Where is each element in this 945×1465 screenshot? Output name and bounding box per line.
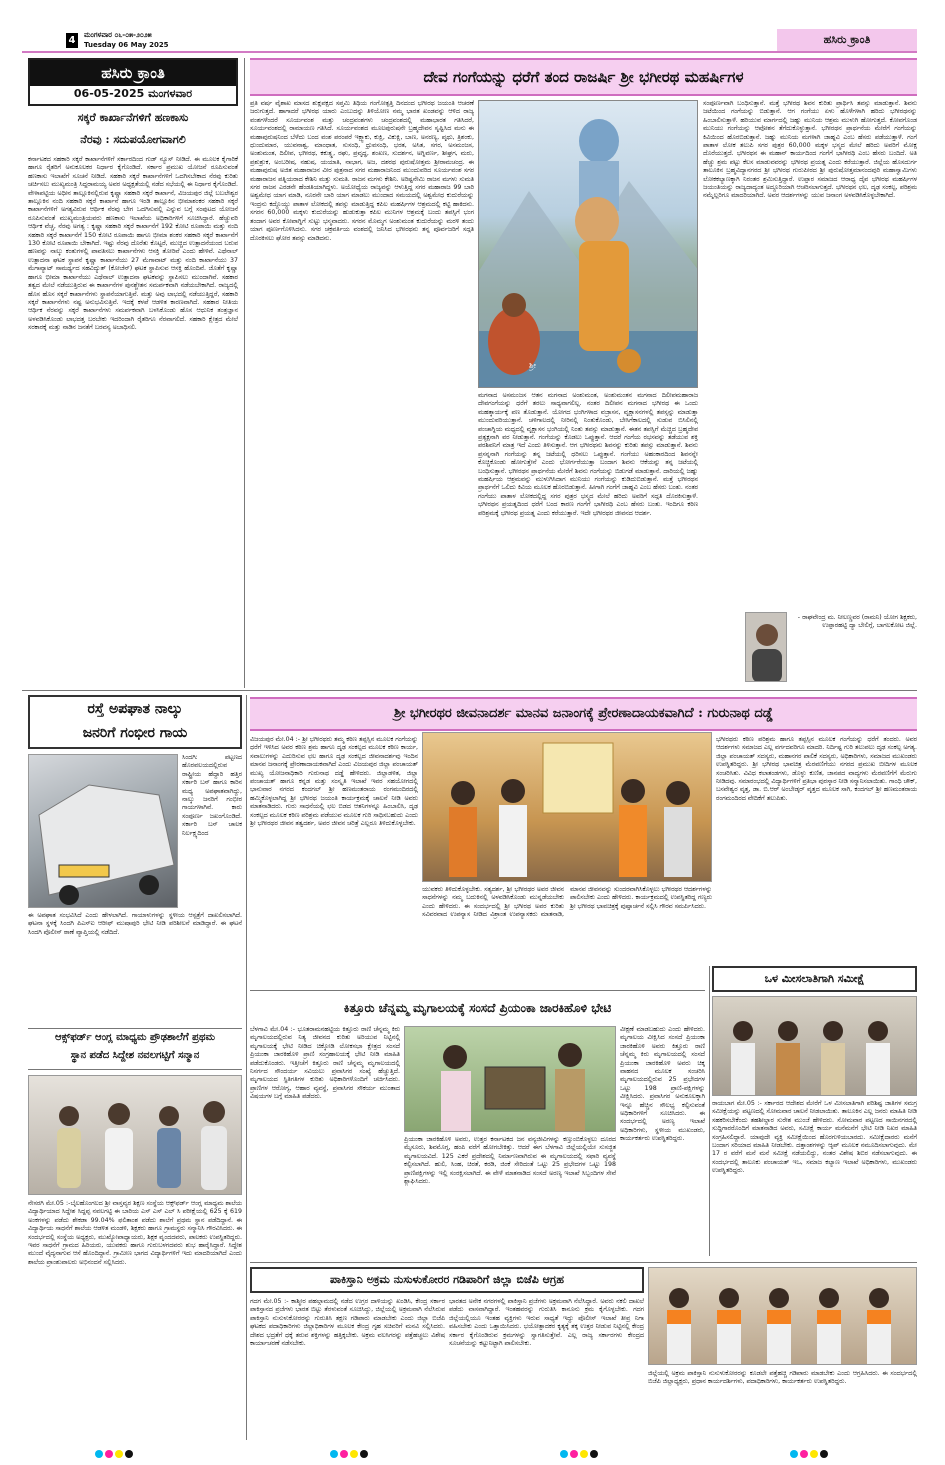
sugar-body: ಕರ್ನಾಟಕದ ಸಹಕಾರಿ ಸಕ್ಕರೆ ಕಾರ್ಖಾನೆಗಳಿಗೆ ಸರ್ಕಾರದಿಂದ ಗುಡ್ ನ್ಯೂಸ್ ನೀಡಿದೆ. ಈ ಮೂಲಕ ಕೈಗಾರಿಕೆ ಹಾಗೂ ರೈತರಿಗೆ ಅನುಕೂಲಕರ ನಿರ್ಧಾರ ಕೈಗೊಂಡಿದೆ. ಸರ್ಕಾರ ಪ್ರಮುಖ ಯೋಜನೆ ರೂಪಿಸುವಂತೆ ಹಣಕಾಸು ಇಲಾಖೆಗೆ ಸೂಚನೆ ನೀಡಿದೆ. ಸಹಕಾರಿ ಸಕ್ಕರೆ ಕಾರ್ಖಾನೆಗಳಿಗೆ ಒದಗಿಸಬೇಕಾದ ನೆರವು ಕುರಿತು ಚರ್ಚಿಸಲು ಮುಖ್ಯಮಂತ್ರಿ ಸಿದ್ದರಾಮಯ್ಯ ಅವರ ಅಧ್ಯಕ್ಷತೆಯಲ್ಲಿ ನಡೆದ ಸಭೆಯಲ್ಲಿ ಈ ನಿರ್ಧಾರ ಕೈಗೊಂಡಿದೆ. ವೇಳಾಪಟ್ಟಿಯ ಅಧೀನ ತಾಲ್ಲೂಕಿನಲ್ಲಿರುವ ಕೃಷ್ಣಾ ಸಹಕಾರಿ ಸಕ್ಕರೆ ಕಾರ್ಖಾನೆ, ವಿಜಯಪುರ ಜಿಲ್ಲೆ ಬಬಲೇಶ್ವರ ತಾಲ್ಲೂಕಿನ ನಂದಿ ಸಹಕಾರಿ ಸಕ್ಕರೆ ಕಾರ್ಖಾನೆ ಹಾಗೂ ಇಂಡಿ ತಾಲ್ಲೂಕಿನ ಭೀಮಾಶಂಕರ ಸಹಕಾರಿ ಸಕ್ಕರೆ ಕಾರ್ಖಾನೆಗಳಿಗೆ ಅಗತ್ಯವಿರುವ ಆರ್ಥಿಕ ನೆರವು ಬೇಗ ಒದಗಿಸುವಲ್ಲಿ ಎನ್ನುವ ಬಗ್ಗೆ ಸಂಪುಟದ ಯೋಜನೆ ರೂಪಿಸುವಂತೆ ಮುಖ್ಯಮಂತ್ರಿಯವರು ಹಣಕಾಸು ಇಲಾಖೆಯ ಅಧಿಕಾರಿಗಳಿಗೆ ಸೂಚಿಸಿದ್ದಾರೆ. ಹೆಚ್ಚುವರಿ ಆರ್ಥಿಕ ವೆಚ್ಚ, ನೆರವು ಅಗತ್ಯ : ಕೃಷ್ಣಾ ಸಹಕಾರಿ ಸಕ್ಕರೆ ಕಾರ್ಖಾನೆಗೆ 192 ಕೋಟಿ ರೂಪಾಯಿ ಮತ್ತು ನಂದಿ ಸಹಕಾರಿ ಸಕ್ಕರೆ ಕಾರ್ಖಾನೆಗೆ 150 ಕೋಟಿ ರೂಪಾಯಿ ಹಾಗೂ ಭೀಮಾ ಶಂಕರ ಸಹಕಾರಿ ಸಕ್ಕರೆ ಕಾರ್ಖಾನೆಗೆ 130 ಕೋಟಿ ರೂಪಾಯಿ ಬೇಕಾಗಿದೆ. ಇಷ್ಟು ನೆರವು ದೊರೆತು ಕೊಟ್ಟರೆ, ಮುಚ್ಚಿದ ಉತ್ಪಾದನೆಯಂದ ಬರುವ ಹಣವನ್ನು ನಾಲ್ಕು ಕಂತುಗಳಲ್ಲಿ ಪಾವತಿಸಲು ಕಾರ್ಖಾನೆಗಳು ಆಸಕ್ತಿ ತೋರಿವೆ ಎಂದು ಹೇಳಿವೆ. ಎಥೆನಾಲ್ ಉತ್ಪಾದನಾ ಘಟಕ ಸ್ಥಾಪನೆ ಕೃಷ್ಣಾ ಕಾರ್ಖಾನೆಯು 27 ಮೆಗಾವಾಟ್ ಮತ್ತು ನಂದಿ ಕಾರ್ಖಾನೆಯು 37 ಮೆಗಾವ್ಯಾಟ್ ಸಾಮರ್ಥ್ಯದ ಸಹವಿದ್ಯುತ್ (ಕೋಜೆನ್) ಘಟಕ ಸ್ಥಾಪಿಸುವ ಆಸಕ್ತಿ ಹೊಂದಿವೆ. ಜೊತೆಗೆ ಕೃಷ್ಣಾ ಹಾಗೂ ಭೀಮಾ ಕಾರ್ಖಾನೆಯು ಎಥೆನಾಲ್ ಉತ್ಪಾದನಾ ಘಟಕವನ್ನು ಸ್ಥಾಪಿಸಲು ಮುಂದಾಗಿವೆ. ಸಹಕಾರ ತತ್ವದ ಮೇಲೆ ನಡೆಯುತ್ತಿರುವ ಈ ಕಾರ್ಖಾನೆಗಳ ಪುನಶ್ಚೇತನ ಸಮರ್ಪಕವಾಗಿ ನಡೆಯಬೇಕಾಗಿದೆ. ರಾಜ್ಯದಲ್ಲಿ ಹೊಸ ಹೊಸ ಸಕ್ಕರೆ ಕಾರ್ಖಾನೆಗಳು ಸ್ಥಾಪನೆಯಾಗುತ್ತಿವೆ. ಮತ್ತು ಅವು ಲಾಭದಲ್ಲಿ ನಡೆಯುತ್ತಿದ್ದರೆ, ಸಹಕಾರಿ ಸಕ್ಕರೆ ಕಾರ್ಖಾನೆಗಳು ನಷ್ಟ ಅನುಭವಿಸುತ್ತಿವೆ. ಇದಕ್ಕೆ ಕಳಪೆ ಆಡಳಿತ ಕಾರಣವಾಗಿದೆ. ಸಹಕಾರ ನೀತಿಯ ಆರ್ಥಿಕ ನೆರವನ್ನು ಸಕ್ಕರೆ ಕಾರ್ಖಾನೆಗಳು ಸಮರ್ಪಕವಾಗಿ ಬಳಸಿಕೊಂಡು ಹೊಸ ಆಧುನಿಕ ತಂತ್ರಜ್ಞಾನ ಅಳವಡಿಸಿಕೊಂಡು ಲಾಭದತ್ತ ಬರಬೇಕು ಇದರಿಂದಾಗಿ ರೈತರಿಗೂ ನೆರವಾಗಲಿದೆ. ಸಹಕಾರಿ ಕ್ಷೇತ್ರದ ಮೇಲೆ ಸರಕಾರಕ್ಕೆ ಮತ್ತು ನಾಡಿನ ಜನತೆಗೆ ಬರವಸ್ಯ ಅಬಾಧಿಸಲಿ. xyxy=(28,156,238,332)
color-registration-marks xyxy=(790,1443,830,1453)
pakistan-photo xyxy=(648,1267,917,1365)
bhagiratha-author: - ರಾಘವೇಂದ್ರ ಮ. ನೀಲಣ್ಣವರ (ರಾಮನಿ) ಯೋಗ ಶಿಕ್ಷಕರು, ಉಪ್ಪಾರಹಟ್ಟಿ ದ್ಯಾ ಬೇಲಿಗ್ಗೆ, ಬಾಗಲಕೋಟ ಜಿಲ್ಲೆ. xyxy=(797,614,917,630)
bhagiratha-image-caption: ಶ್ರೀ xyxy=(529,361,537,370)
author-photo xyxy=(745,612,787,682)
ceremony-group-icon xyxy=(423,733,712,882)
ola-body: ರಾಯಬಾಗ ಮೇ.05 :- ಸರ್ಕಾರದ ಆದೇಶದ ಮೇರೆಗೆ ಒಳ ಮೀಸಲಾತಿಗಾಗಿ ಪರಿಶಿಷ್ಟ ಜಾತಿಗಳ ಸಮಗ್ರ ಸಮೀಕ್ಷೆಯನ್ನು ಪಟ್ಟಣದಲ್ಲಿ ಸೋಮವಾರ ಚಾಲನೆ ನೀಡಲಾಯಿತು. ತಾಲೂಕಿನ ಎಲ್ಲ ಜನರು ಮಾಹಿತಿ ನೀಡಿ ಸಹಕರಿಸಬೇಕೆಂದು ತಹಶೀಲ್ದಾರ ಸುರೇಶ ಮುಂಜೆ ಹೇಳಿದರು. ಸೋಮವಾರ ಪಟ್ಟಣದ ಸಾಯಿನಗರದಲ್ಲಿ ಸುದ್ದಿಗಾರರೊಂದಿಗೆ ಮಾತನಾಡಿದ ಅವರು, ಸಮೀಕ್ಷೆ ಕಾರ್ಯ ಮನೆಮನೆಗೆ ಭೇಟಿ ನೀಡಿ ನಿಖರ ಮಾಹಿತಿ ಸಂಗ್ರಹಿಸಲಿದ್ದಾರೆ. ಯಾವುದೇ ವ್ಯಕ್ತಿ ಸಮೀಕ್ಷೆಯಿಂದ ಹೊರಗುಳಿಯಬಾರದು. ಸಮೀಕ್ಷೆದಾರರು ಮನೆಗೆ ಬಂದಾಗ ಸರಿಯಾದ ಮಾಹಿತಿ ನೀಡಬೇಕು. ದತ್ತಾಂಶಗಳನ್ನು ಆ್ಯಪ್ ಮೂಲಕ ನಮೂದಿಸಲಾಗುವುದು. ಮೇ 17 ರ ವರೆಗೆ ಮನೆ ಮನೆ ಸಮೀಕ್ಷೆ ನಡೆಯಲಿದ್ದು, ನಂತರ ವಿಶೇಷ ಶಿಬಿರ ನಡೆಸಲಾಗುವುದು. ಈ ಸಂದರ್ಭದಲ್ಲಿ ತಾಲೂಕು ಪಂಚಾಯತ್ ಇಒ, ಸಮಾಜ ಕಲ್ಯಾಣ ಇಲಾಖೆ ಅಧಿಕಾರಿಗಳು, ಮುಖಂಡರು ಉಪಸ್ಥಿತರಿದ್ದರು. xyxy=(712,1100,917,1175)
masthead-date: 06-05-2025 ಮಂಗಳವಾರ xyxy=(73,87,193,100)
kittur-col1: ಬೆಳಗಾವಿ ಮೇ.04 :- ಭೂತರಾಮನಹಟ್ಟಿಯ ಕಿತ್ತೂರು ರಾಣಿ ಚೆನ್ನಮ್ಮ ಕಿರು ಮೃಗಾಲಯದಲ್ಲಿರುವ ನಿತ್ಯ ಜೀವನದ ಕುರಿತು ಅರಿಯುವ ನಿಟ್ಟಿನಲ್ಲಿ ಮೃಗಾಲಯಕ್ಕೆ ಭೇಟಿ ನೀಡಿದ ಚಿಕ್ಕೋಡಿ ಲೋಕಸಭಾ ಕ್ಷೇತ್ರದ ಸಂಸದೆ ಪ್ರಿಯಂಕಾ ಜಾರಕಿಹೊಳಿ ಪ್ರಾಣಿ ಸಂಗ್ರಹಾಲಯಕ್ಕೆ ಭೇಟಿ ನೀಡಿ ಮಾಹಿತಿ ಪಡೆದುಕೊಂಡರು. ಇತ್ತೀಚೆಗೆ ಕಿತ್ತೂರು ರಾಣಿ ಚೆನ್ನಮ್ಮ ಮೃಗಾಲಯದಲ್ಲಿ ನಿಸರ್ಗದ ಸೌಂದರ್ಯ ಸವಿಯಲು ಪ್ರವಾಸಿಗರ ಸಂಖ್ಯೆ ಹೆಚ್ಚುತ್ತಿದೆ. ಮೃಗಾಲಯದ ಸ್ಥಿತಿಗತಿಗಳ ಕುರಿತು ಅಧಿಕಾರಿಗಳೊಂದಿಗೆ ಚರ್ಚಿಸಿದರು. ಪ್ರಾಣಿಗಳ ಆರೋಗ್ಯ, ಆಹಾರ ವ್ಯವಸ್ಥೆ, ಪ್ರವಾಸಿಗರ ಸೌಕರ್ಯ ಮುಂತಾದ ವಿಷಯಗಳ ಬಗ್ಗೆ ಮಾಹಿತಿ ಪಡೆದರು. xyxy=(250,1026,400,1101)
accident-side-text: ಸಿಂದಗಿ: ಪಟ್ಟಣದ ಹೊರವಲಯದಲ್ಲಿರುವ ರಾಷ್ಟ್ರೀಯ ಹೆದ್ದಾರಿ ಹತ್ತಿರ ಸರ್ಕಾರಿ ಬಸ್ ಹಾಗೂ ಕಾರಿನ ಮಧ್ಯ ಅಪಘಾತವಾಗಿದ್ದು, ನಾಲ್ಕು ಜನರಿಗೆ ಗಂಭೀರ ಗಾಯಗಳಾಗಿವೆ. ಕಾರು ಸಂಪೂರ್ಣ ಜಖಂಗೊಂಡಿದೆ. ಸರ್ಕಾರಿ ಬಸ್ ಚಾಲಕ ನಿರ್ಲಕ್ಷ್ಯದಿಂದ xyxy=(182,754,242,837)
pakistan-col2: ಭಾರತದ ಅನೇಕ ನಗರಗಳಲ್ಲಿ ಪಾಕಿಸ್ತಾನಿ ಪ್ರಜೆಗಳು ಅಕ್ರಮವಾಗಿ ನೆಲೆಸಿದ್ದಾರೆ. ಅವರು ನಕಲಿ ದಾಖಲೆ ಪಡೆದು ವಾಸವಾಗಿದ್ದಾರೆ. ಇಂತಹವರನ್ನು ಗುರುತಿಸಿ ಕಾನೂನು ಕ್ರಮ ಕೈಗೊಳ್ಳಬೇಕು. ಗದಗ ಜಿಲ್ಲೆಯಲ್ಲಿಯೂ ಇಂತಹ ವ್ಯಕ್ತಿಗಳು ಇರುವ ಸಾಧ್ಯತೆ ಇದ್ದು ಪೊಲೀಸ್ ಇಲಾಖೆ ತೀವ್ರ ನಿಗಾ ವಹಿಸಬೇಕು ಎಂದು ಒತ್ತಾಯಿಸಿದರು. ಭಯೋತ್ಪಾದಕರ ಕೃತ್ಯಕ್ಕೆ ತಕ್ಕ ಉತ್ತರ ನೀಡುವ ನಿಟ್ಟಿನಲ್ಲಿ ಕೇಂದ್ರ ಸರ್ಕಾರ ಕೈಗೊಂಡಿರುವ ಕ್ರಮಗಳನ್ನು ಸ್ವಾಗತಿಸುತ್ತೇವೆ. ಎಲ್ಲ ರಾಜ್ಯ ಸರ್ಕಾರಗಳು ಕೇಂದ್ರದ ಸೂಚನೆಯನ್ನು ಕಟ್ಟುನಿಟ್ಟಾಗಿ ಪಾಲಿಸಬೇಕು. xyxy=(449,1298,644,1348)
gurunath-photo xyxy=(422,732,712,882)
sugar-headline-2: ನೆರವು : ಸದುಪಯೋಗವಾಗಲಿ xyxy=(80,133,186,146)
felicitation-group-icon xyxy=(29,1076,242,1195)
gurunath-col3: ಭಗೀರಥರು ಕಠಿಣ ಪರಿಶ್ರಮ ಹಾಗೂ ತಪ್ಪಸ್ಸಿನ ಮೂಲಕ ಗಂಗೆಯನ್ನು ಧರೆಗೆ ತಂದರು. ಅವರ ಆದರ್ಶಗಳು ಸಮಾಜದ ಎಲ್ಲ ವರ್ಗದವರಿಗೂ ಮಾದರಿ. ನಿರ್ದಿಷ್ಟ ಗುರಿ ತಲುಪಲು ದೃಢ ಸಂಕಲ್ಪ ಅಗತ್ಯ. ಜಿಲ್ಲಾ ಪಂಚಾಯತ್ ಸದಸ್ಯರು, ಮಹಾನಗರ ಪಾಲಿಕೆ ಸದಸ್ಯರು, ಅಧಿಕಾರಿಗಳು, ಸಮಾಜದ ಮುಖಂಡರು ಉಪಸ್ಥಿತರಿದ್ದರು. ಶ್ರೀ ಭಗೀರಥ ಭಾವಚಿತ್ರ ಮೆರವಣಿಗೆಯು ನಗರದ ಪ್ರಮುಖ ಬೀದಿಗಳ ಮೂಲಕ ಸಂಚರಿಸಿತು. ವಿವಿಧ ಕಲಾತಂಡಗಳು, ಡೊಳ್ಳು ಕುಣಿತ, ಜಾನಪದ ವಾದ್ಯಗಳು ಮೆರವಣಿಗೆಗೆ ಮೆರುಗು ನೀಡಿದವು. ಸಮಾರಂಭದಲ್ಲಿ ವಿದ್ಯಾರ್ಥಿಗಳಿಗೆ ಪ್ರತಿಭಾ ಪುರಸ್ಕಾರ ನೀಡಿ ಸನ್ಮಾನಿಸಲಾಯಿತು. ಗಾಂಧಿ ಚೌಕ್, ಬಸವೇಶ್ವರ ವೃತ್ತ, ಡಾ. ಬಿ.ಆರ್ ಅಂಬೇಡ್ಕರ್ ವೃತ್ತದ ಮೂಲಕ ಸಾಗಿ, ಕಂದಗಲ್ ಶ್ರೀ ಹಣಮಂತರಾಯ ರಂಗಮಂದಿರದ ವೇದಿಕೆಗೆ ತಲುಪಿತು. xyxy=(716,736,917,802)
bhagiratha-image xyxy=(478,100,698,388)
bhagiratha-headline: ದೇವ ಗಂಗೆಯನ್ನು ಧರೆಗೆ ತಂದ ರಾಜರ್ಷಿ ಶ್ರೀ ಭಗೀರಥ ಮಹರ್ಷಿಗಳ xyxy=(250,58,917,96)
mp-visit-icon xyxy=(405,1027,616,1132)
kittur-headline: ಕಿತ್ತೂರು ಚೆನ್ನಮ್ಮ ಮೃಗಾಲಯಕ್ಕೆ ಸಂಸದೆ ಪ್ರಿಯಂಕಾ ಜಾರಕಿಹೊಳಿ ಭೇಟಿ xyxy=(343,1001,612,1015)
kittur-col3: ವೀಕ್ಷಣೆ ಮಾಡಬಹುದು ಎಂದು ಹೇಳಿದರು. ಮೃಗಾಲಯ ವೀಕ್ಷಿಸಿದ ಸಂಸದೆ ಪ್ರಿಯಂಕಾ ಜಾರಕಿಹೊಳಿ ಅವರು ಕಿತ್ತೂರು ರಾಣಿ ಚೆನ್ನಮ್ಮ ಕಿರು ಮೃಗಾಲಯದಲ್ಲಿ ಸಂಸದೆ ಪ್ರಿಯಂಕಾ ಜಾರಕಿಹೊಳಿ ಅವರು ಚಿಕ್ಕ ವಾಹನದ ಮೂಲಕ ಸಂಚರಿಸಿ ಮೃಗಾಲಯದಲ್ಲಿರುವ 25 ಪ್ರಭೇದಗಳ ಒಟ್ಟು 198 ಪ್ರಾಣಿ-ಪಕ್ಷಿಗಳನ್ನು ವೀಕ್ಷಿಸಿದರು. ಪ್ರವಾಸಿಗರ ಅನುಕೂಲಕ್ಕಾಗಿ ಇನ್ನೂ ಹೆಚ್ಚಿನ ಸೌಲಭ್ಯ ಕಲ್ಪಿಸುವಂತೆ ಅಧಿಕಾರಿಗಳಿಗೆ ಸೂಚಿಸಿದರು. ಈ ಸಂದರ್ಭದಲ್ಲಿ ಅರಣ್ಯ ಇಲಾಖೆ ಅಧಿಕಾರಿಗಳು, ಸ್ಥಳೀಯ ಮುಖಂಡರು, ಕಾರ್ಯಕರ್ತರು ಉಪಸ್ಥಿತರಿದ್ದರು. xyxy=(620,1026,705,1143)
accident-body: ಈ ಅಪಘಾತ ಸಂಭವಿಸಿದೆ ಎಂದು ಹೇಳಲಾಗಿದೆ. ಗಾಯಾಳುಗಳನ್ನು ಸ್ಥಳೀಯ ಆಸ್ಪತ್ರೆಗೆ ದಾಖಲಿಸಲಾಗಿದೆ. ಘಟನಾ ಸ್ಥಳಕ್ಕೆ ಸಿಂದಗಿ ಪಿಎಸ್ಐ ಆರೀಫ್ ಮುಷಾಪುರಿ ಭೇಟಿ ನೀಡಿ ಪರಿಶೀಲನೆ ಮಾಡಿದ್ದಾರೆ. ಈ ಘಟನೆ ಸಿಂದಗಿ ಪೊಲೀಸ್ ಠಾಣೆ ವ್ಯಾಪ್ತಿಯಲ್ಲಿ ನಡೆದಿದೆ. xyxy=(28,912,242,936)
page-number: 4 xyxy=(66,33,78,48)
kittur-col2: ಪ್ರಿಯಂಕಾ ಜಾರಕಿಹೊಳಿ ಅವರು, ಉತ್ತರ ಕರ್ನಾಟಕದ ಜನ ವನ್ಯಜೀವಿಗಳನ್ನು ಕಣ್ತುಂಬಿಕೊಳ್ಳಲು ದೂರದ ಮೈಸೂರು, ಶಿವಮೊಗ್ಗ, ಹಂಪಿ ವರೆಗೆ ಹೋಗಬೇಕಿತ್ತು. ಆದರೆ ಈಗ ಬೆಳಗಾವಿ ಜಿಲ್ಲೆಯಲ್ಲಿಯೇ ಸುಸಜ್ಜಿತ ಮೃಗಾಲಯವಿದೆ. 125 ಎಕರೆ ಪ್ರದೇಶದಲ್ಲಿ ನಿರ್ಮಾಣವಾಗಿರುವ ಈ ಮೃಗಾಲಯದಲ್ಲಿ ಸಫಾರಿ ವ್ಯವಸ್ಥೆ ಕಲ್ಪಿಸಲಾಗಿದೆ. ಹುಲಿ, ಸಿಂಹ, ಚಿರತೆ, ಕರಡಿ, ಜಿಂಕೆ ಸೇರಿದಂತೆ ಒಟ್ಟು 25 ಪ್ರಭೇದಗಳ ಒಟ್ಟು 198 ಪ್ರಾಣಿಪಕ್ಷಿಗಳನ್ನು ಇಲ್ಲಿ ಸಂರಕ್ಷಿಸಲಾಗಿದೆ. ಈ ವೇಳೆ ಮಾತನಾಡಿದ ಸಂಸದೆ ಅರಣ್ಯ ಇಲಾಖೆ ಸಿಬ್ಬಂದಿಗಳ ಸೇವೆ ಶ್ಲಾಘಿಸಿದರು. xyxy=(404,1136,616,1186)
oxford-headline xyxy=(28,1028,242,1070)
gurunath-headline: ಶ್ರೀ ಭಗೀರಥರ ಜೀವನಾದರ್ಶ ಮಾನವ ಜನಾಂಗಕ್ಕೆ ಪ್ರೇರಣಾದಾಯಕವಾಗಿದೆ : ಗುರುನಾಥ ದಡ್ಡೆ xyxy=(250,697,917,731)
color-registration-marks xyxy=(95,1443,135,1453)
color-registration-marks xyxy=(560,1443,600,1453)
masthead xyxy=(28,58,238,106)
accident-photo xyxy=(28,754,178,908)
oxford-body: ನೇಸರಗಿ ಮೇ.05 :-ಬೈಲಹೊಂಗಲದ ಶ್ರೀ ವಾಸ್ತವ್ಯರ ಶಿಕ್ಷಣ ಸಂಸ್ಥೆಯ ಆಕ್ಸ್‌ಫರ್ಡ್ ಆಂಗ್ಲ ಮಾಧ್ಯಮ ಶಾಲೆಯ ವಿದ್ಯಾರ್ಥಿಯಾದ ಸಿದ್ದೇಶ ಸಿದ್ದಪ್ಪ ನವಲಗಟ್ಟಿ ಈ ಬಾರಿಯ ಎಸ್ ಎಸ್ ಎಲ್ ಸಿ ಪರೀಕ್ಷೆಯಲ್ಲಿ 625 ಕ್ಕೆ 619 ಅಂಕಗಳನ್ನು ಪಡೆದು ಶೇಕಡಾ 99.04% ಫಲಿತಾಂಶ ಪಡೆದು ಶಾಲೆಗೆ ಪ್ರಥಮ ಸ್ಥಾನ ಪಡೆದಿದ್ದಾನೆ. ಈ ವಿದ್ಯಾರ್ಥಿಯ ಸಾಧನೆಗೆ ಶಾಲೆಯ ಆಡಳಿತ ಮಂಡಳಿ, ಶಿಕ್ಷಕರು ಹಾಗೂ ಗ್ರಾಮಸ್ಥರು ಸನ್ಮಾನಿಸಿ ಗೌರವಿಸಿದರು. ಈ ಸಂದರ್ಭದಲ್ಲಿ ಸಂಸ್ಥೆಯ ಅಧ್ಯಕ್ಷರು, ಮುಖ್ಯೋಪಾಧ್ಯಾಯರು, ಶಿಕ್ಷಕ ವೃಂದದವರು, ಪಾಲಕರು ಉಪಸ್ಥಿತರಿದ್ದರು. ಇವರ ಸಾಧನೆಗೆ ಗ್ರಾಮದ ಹಿರಿಯರು, ಯುವಕರು ಹಾಗೂ ಗುರುಬಳಗದವರು ಶುಭ ಹಾರೈಸಿದ್ದಾರೆ. ಸಿದ್ದೇಶ ಮುಂದೆ ವೈದ್ಯನಾಗುವ ಆಸೆ ಹೊಂದಿದ್ದಾನೆ. ಗ್ರಾಮೀಣ ಭಾಗದ ವಿದ್ಯಾರ್ಥಿಗಳಿಗೆ ಇದು ಮಾದರಿಯಾಗಿದೆ ಎಂದು ಶಾಲೆಯ ಪ್ರಾಂಶುಪಾಲರು ಅಭಿನಂದನೆ ಸಲ್ಲಿಸಿದರು. xyxy=(28,1200,242,1266)
header-brand: ಹಸಿರು ಕ್ರಾಂತಿ xyxy=(777,29,917,51)
bhagiratha-col3: ಸಂಪೂರ್ಣವಾಗಿ ಬಂಧಿಸುತ್ತಾನೆ. ಮತ್ತೆ ಭಗೀರಥ ಶಿವನ ಕುರಿತು ಪ್ರಾರ್ಥಿಸಿ ತಪಸ್ಸು ಮಾಡುತ್ತಾನೆ. ಶಿವನು ಜಟೆಯಿಂದ ಗಂಗೆಯನ್ನು ಬಿಡುತ್ತಾನೆ. ಆಗ ಗಂಗೆಯು ಏಳು ಹೊಳೆಗಳಾಗಿ ಹರಿದು ಭಗೀರಥನನ್ನು ಹಿಂಬಾಲಿಸುತ್ತಾಳೆ. ಹರಿಯುವ ಮಾರ್ಗದಲ್ಲಿ ಜಹ್ನು ಮುನಿಯ ಆಶ್ರಮ ಮುಳುಗಿ ಹೋಗುತ್ತದೆ. ಕೋಪಗೊಂಡ ಮುನಿಯು ಗಂಗೆಯನ್ನು ಆಪೋಶನ ತೆಗೆದುಕೊಳ್ಳುತ್ತಾನೆ. ಭಗೀರಥನ ಪ್ರಾರ್ಥನೆಯ ಮೇರೆಗೆ ಗಂಗೆಯನ್ನು ಕಿವಿಯಿಂದ ಹೊರಬಿಡುತ್ತಾನೆ. ಜಹ್ನು ಮುನಿಯ ಮಗಳಾಗಿ ಜಾಹ್ನವಿ ಎಂಬ ಹೆಸರು ಪಡೆಯುತ್ತಾಳೆ. ಗಂಗೆ ಪಾತಾಳ ಲೋಕ ತಲುಪಿ ಸಗರ ಪುತ್ರರ 60,000 ಮಕ್ಕಳ ಭಸ್ಮದ ಮೇಲೆ ಹರಿದು ಅವರಿಗೆ ಮೋಕ್ಷ ದೊರೆಯುತ್ತದೆ. ಭಗೀರಥನ ಈ ಮಹಾನ್ ಕಾರ್ಯದಿಂದ ಗಂಗೆಗೆ ಭಾಗೀರಥಿ ಎಂಬ ಹೆಸರು ಬಂದಿದೆ. ಅತಿ ಹೆಚ್ಚು ಶ್ರಮ ಪಟ್ಟು ಕೆಲಸ ಮಾಡುವವರನ್ನು ಭಗೀರಥ ಪ್ರಯತ್ನ ಎಂದು ಕರೆಯುತ್ತಾರೆ. ಜಿಲ್ಲೆಯ ಹೊಸದುರ್ಗ ತಾಲೂಕಿನ ಬ್ರಹ್ಮವಿದ್ಯಾನಗರದ ಶ್ರೀ ಭಗೀರಥ ಗುರುಪೀಠದ ಶ್ರೀ ಪುರುಷೋತ್ತಮಾನಂದಪುರಿ ಮಹಾಸ್ವಾಮಿಗಳು ಲೋಕಕಲ್ಯಾಣಕ್ಕಾಗಿ ನಿರಂತರ ಶ್ರಮಿಸುತ್ತಿದ್ದಾರೆ. ಉಪ್ಪಾರ ಸಮಾಜದ ಆರಾಧ್ಯ ದೈವ ಭಗೀರಥ ಮಹರ್ಷಿಗಳ ಜಯಂತಿಯನ್ನು ರಾಜ್ಯದಾದ್ಯಂತ ಅದ್ದೂರಿಯಾಗಿ ಆಚರಿಸಲಾಗುತ್ತದೆ. ಭಗೀರಥನ ಛಲ, ದೃಢ ಸಂಕಲ್ಪ, ಪರಿಶ್ರಮ ನಮ್ಮೆಲ್ಲರಿಗೂ ಮಾದರಿಯಾಗಿದೆ. ಅವರ ಆದರ್ಶಗಳನ್ನು ಯುವ ಜನಾಂಗ ಅಳವಡಿಸಿಕೊಳ್ಳಬೇಕಾಗಿದೆ. xyxy=(703,100,917,200)
accident-headline xyxy=(28,695,242,749)
masthead-title: ಹಸಿರು ಕ್ರಾಂತಿ xyxy=(30,60,236,86)
header-date-english: Tuesday 06 May 2025 xyxy=(84,41,169,49)
accident-headline-2: ಜನರಿಗೆ ಗಂಭೀರ ಗಾಯ xyxy=(82,725,188,741)
pakistan-headline: ಪಾಕಿಸ್ತಾನಿ ಅಕ್ರಮ ನುಸುಳುಕೋರರ ಗಡಿಪಾರಿಗೆ ಜಿಲ್ಲಾ ಬಿಜೆಪಿ ಆಗ್ರಹ xyxy=(250,1267,644,1293)
kittur-photo xyxy=(404,1026,616,1132)
accident-headline-1: ರಸ್ತೆ ಅಪಘಾತ ನಾಲ್ಕು xyxy=(87,701,183,717)
gurunath-col2: ಯುವಕರು ತಿಳಿದುಕೊಳ್ಳಬೇಕು. ಸತ್ಯದರ್ಶ, ಶ್ರೀ ಭಗೀರಥರ ಅವರ ಜೀವನ ಸಾಧನೆಗಳನ್ನು ನಮ್ಮ ಬದುಕಿನಲ್ಲಿ ಅಳವಡಿಸಿಕೊಂಡು ಮುನ್ನಡೆಯಬೇಕು ಎಂದು ಹೇಳಿದರು. ಈ ಸಂದರ್ಭದಲ್ಲಿ ಶ್ರೀ ಭಗೀರಥ ಅವರ ಕುರಿತು ಸವಿವರವಾದ ಉಪನ್ಯಾಸ ನೀಡಿದ ವಿಶ್ರಾಂತ ಉಪನ್ಯಾಸಕರು ಮಾತನಾಡಿ, ಮಾನವ ಜೀವನವನ್ನು ಸುಂದರವಾಗಿಸಿಕೊಳ್ಳಲು ಭಗೀರಥರ ಆದರ್ಶಗಳನ್ನು ಪಾಲಿಸಬೇಕು ಎಂದು ಹೇಳಿದರು. ಕಾರ್ಯಕ್ರಮದಲ್ಲಿ ಉಪಸ್ಥಿತರಿದ್ದ ಗಣ್ಯರು ಶ್ರೀ ಭಗೀರಥ ಭಾವಚಿತ್ರಕ್ಕೆ ಪುಷ್ಪಾರ್ಚನೆ ಸಲ್ಲಿಸಿ ಗೌರವ ಸಮರ್ಪಿಸಿದರು. xyxy=(422,886,712,919)
color-registration-marks xyxy=(330,1443,370,1453)
bhagiratha-illustration xyxy=(479,101,698,388)
oxford-photo xyxy=(28,1075,242,1195)
bhagiratha-col1: ಪ್ರತಿ ವರ್ಷ ವೈಶಾಖ ಮಾಸದ ಶುಕ್ಲಪಕ್ಷದ ಸಪ್ತಮಿ ತಿಥಿಯ ಗಂಗೋತ್ಪತ್ತಿ ದಿನದಂದ ಭಗೀರಥ ಜಯಂತಿ ಆಚರಣೆ ಜರುಗುತ್ತದೆ. ಹಾಗಾದರೆ ಭಗೀರಥ ಯಾರು ಎಂಬುದನ್ನು ತಿಳಿಯೋಣ ನಮ್ಮ ಭಾರತ ಖಂಡವನ್ನು ಆಳಿದ ರಾಜ್ಯ ವಂಶಗಳೆಂದರೆ ಸೂರ್ಯವಂಶ ಮತ್ತು ಚಂದ್ರವಂಶಗಳು ಚಂದ್ರವಂಶದಲ್ಲಿ ಮಹಾಭಾರತ ಗತಿಸಿದರೆ, ಸೂರ್ಯವಂಶದಲ್ಲಿ ರಾಮಾಯಣ ಗತಿಸಿದೆ. ಸೂರ್ಯವಂಶದ ಮೂಲಪುರುಷನೇ ಬ್ರಹ್ಮದೇವನ ಸೃಷ್ಟಿಸಿದ ಮನು ಈ ಮಹಾಪುರುಷನಿಂದ ಬೆಳೆದು ಬಂದ ವಂಶ ಪರಂಪರೆ ಇಕ್ಷ್ವಾಕು, ಕುಕ್ಷಿ, ವಿಕುಕ್ಷಿ, ಬಾಣ, ಅನರಣ್ಯ, ಪೃಥು, ತ್ರಿಶಂಕು, ಧುಂದುಮಾರ, ಯುವನಾಶ್ವ, ಮಾಂಧಾತ, ಸುಸಂಧಿ, ಧ್ರುವಸಂಧಿ, ಭರತ, ಅಸಿತ, ಸಗರ, ಅಸಮಂಜಸ, ಅಂಶುಮಂತ, ದಿಲೀಪ, ಭಗೀರಥ, ಕಕುತ್ಸ್ಥ, ರಘು, ಪ್ರವೃದ್ಧ, ಶಂಖಣ, ಸುದರ್ಶನ, ಅಗ್ನಿವರ್ಣ, ಶೀಘ್ರಗ, ಮರು, ಪ್ರಶುಶ್ರುಕ, ಅಂಬರೀಷ, ನಹುಷ, ಯಯಾತಿ, ನಾಭಾಗ, ಅಜ, ದಶರಥ ಪುರುಷೋತ್ತಮ ಶ್ರೀರಾಮಚಂದ್ರ. ಈ ಮಹಾಪುರುಷ ಅಜಿತ ಮಹಾರಾಜನ ವೀರ ಪುತ್ರನಾದ ಸಗರ ಮಹಾರಾಜನಿಂದ ಮುಂದುವರಿದ ಸೂರ್ಯವಂಶ ಸಗರ ಮಹಾರಾಜನ ಪತ್ನಿಯರಾದ ಕೇಶಿನಿ ಮತ್ತು ಸುಮತಿ. ರಾಜನ ಮಗಳು ಕೇಶಿನಿ. ಅರಿಷ್ಟನೇಮಿ ರಾಜನ ಮಗಳು ಸುಮತಿ ಸಗರ ರಾಜನ ಎರಡನೇ ಹೆಂಡತಿಯಾಗಿದ್ದಳು. ಅಯೋಧ್ಯೆಯ ರಾಜ್ಯವನ್ನು ಆಳುತ್ತಿದ್ದ ಸಗರ ಮಹಾರಾಜ 99 ಬಾರಿ ಅಶ್ವಮೇಧ ಯಾಗ ಮಾಡಿ, ನೂರನೇ ಬಾರಿ ಯಾಗ ಮಾಡಲು ಮುಂದಾದ ಸಮಯದಲ್ಲಿ ಅಶ್ವಮೇಧ ಕುದುರೆಯನ್ನು ಇಂದ್ರನು ಕದ್ದೊಯ್ದು ಪಾತಾಳ ಲೋಕದಲ್ಲಿ ತಪಸ್ಸು ಮಾಡುತ್ತಿದ್ದ ಕಪಿಲ ಮಹರ್ಷಿಗಳ ಆಶ್ರಮದಲ್ಲಿ ಕಟ್ಟಿ ಹಾಕಿದನು. ಸಗರನ 60,000 ಮಕ್ಕಳು ಕುದುರೆಯನ್ನು ಹುಡುಕುತ್ತಾ ಕಪಿಲ ಮುನಿಗಳ ಆಶ್ರಮಕ್ಕೆ ಬಂದು ತಪಸ್ಸಿಗೆ ಭಂಗ ತಂದಾಗ ಅವರ ಕೋಪಾಗ್ನಿಗೆ ಸುಟ್ಟು ಭಸ್ಮವಾದರು. ಸಗರನ ಮೊಮ್ಮಗ ಅಂಶುಮಂತ ಕುದುರೆಯನ್ನು ಮರಳಿ ತಂದು ಯಾಗ ಪೂರ್ಣಗೊಳಿಸಿದನು. ಸಗರ ಚಕ್ರವರ್ತಿಯ ವಂಶದಲ್ಲಿ ಜನಿಸಿದ ಭಗೀರಥನು ತನ್ನ ಪೂರ್ವಜರಿಗೆ ಸದ್ಗತಿ ದೊರಕಿಸಲು ಘೋರ ತಪಸ್ಸು ಮಾಡಿದನು. xyxy=(250,100,474,242)
ola-photo xyxy=(712,996,917,1096)
crashed-car-icon xyxy=(29,755,178,908)
oxford-headline-2: ಸ್ಥಾನ ಪಡೆದ ಸಿದ್ದೇಶ ನವಲಗಟ್ಟಿಗೆ ಸನ್ಮಾನ xyxy=(70,1050,200,1061)
ola-headline: ಒಳ ಮೀಸಲಾತಿಗಾಗಿ ಸಮೀಕ್ಷೆ xyxy=(712,966,917,992)
bhagiratha-col2: ಮಗನಾದ ಅಸಮಂಜಸ ಆತನ ಮಗನಾದ ಅಂಶುಮಂತ, ಅಂಶುಮಂತನ ಮಗನಾದ ದಿಲೀಪಮಹಾರಾಜ ದೇವಗಂಗೆಯನ್ನು ಧರೆಗೆ ತರಲು ಸಾಧ್ಯವಾಗಲಿಲ್ಲ. ನಂತರ ದಿಲೀಪನ ಮಗನಾದ ಭಗೀರಥ ಈ ಒಂದು ಮಹತ್ಕಾರ್ಯಕ್ಕೆ ಪಣ ತೊಡುತ್ತಾನೆ. ಯೋಗದ ಭಂಗಿಗಳಾದ ವಜ್ರಾಸನ, ವೃಕ್ಷಾಸನಗಳಲ್ಲಿ ತಪಸ್ಸನ್ನು ಮಾಡುತ್ತಾ ಮುಂದುವರಿಯುತ್ತಾನೆ. ಚಳಿಗಾಲದಲ್ಲಿ ನೀರಿನಲ್ಲಿ ನಿಂತುಕೊಂಡು, ಬೇಸಿಗೆಕಾಲದಲ್ಲಿ ಸುಡುವ ಬಿಸಿಲಿನಲ್ಲಿ ಪಂಚಾಗ್ನಿಯ ಮಧ್ಯದಲ್ಲಿ ವೃಕ್ಷಾಸನ ಭಂಗಿಯಲ್ಲಿ ನಿಂತು ತಪಸ್ಸು ಮಾಡುತ್ತಾನೆ. ಈತನ ತಪಸ್ಸಿಗೆ ಮೆಚ್ಚಿದ ಬ್ರಹ್ಮದೇವ ಪ್ರತ್ಯಕ್ಷನಾಗಿ ವರ ನೀಡುತ್ತಾನೆ. ಗಂಗೆಯನ್ನು ಕೊಡಲು ಒಪ್ಪುತ್ತಾನೆ. ಆದರೆ ಗಂಗೆಯ ರಭಸವನ್ನು ತಡೆಯುವ ಶಕ್ತಿ ಪರಶಿವನಿಗೆ ಮಾತ್ರ ಇದೆ ಎಂದು ತಿಳಿಸುತ್ತಾನೆ. ಆಗ ಭಗೀರಥನು ಶಿವನನ್ನು ಕುರಿತು ತಪಸ್ಸು ಮಾಡುತ್ತಾನೆ. ಶಿವನು ಪ್ರಸನ್ನನಾಗಿ ಗಂಗೆಯನ್ನು ತನ್ನ ಜಟೆಯಲ್ಲಿ ಧರಿಸಲು ಒಪ್ಪುತ್ತಾನೆ. ಗಂಗೆಯು ಅಹಂಕಾರದಿಂದ ಶಿವನನ್ನೇ ಕೊಚ್ಚಿಕೊಂಡು ಹೋಗುತ್ತೇನೆ ಎಂದು ಭೋರ್ಗರೆಯುತ್ತಾ ಬಂದಾಗ ಶಿವನು ಆಕೆಯನ್ನು ತನ್ನ ಜಟೆಯಲ್ಲಿ ಬಂಧಿಸುತ್ತಾನೆ. ಭಗೀರಥನ ಪ್ರಾರ್ಥನೆಯ ಮೇರೆಗೆ ಶಿವನು ಗಂಗೆಯನ್ನು ಬಿಡುಗಡೆ ಮಾಡುತ್ತಾನೆ. ದಾರಿಯಲ್ಲಿ ಜಹ್ನು ಮಹರ್ಷಿಯ ಆಶ್ರಮವನ್ನು ಮುಳುಗಿಸಿದಾಗ ಮುನಿಯು ಗಂಗೆಯನ್ನು ಕುಡಿದುಬಿಡುತ್ತಾನೆ. ಮತ್ತೆ ಭಗೀರಥನ ಪ್ರಾರ್ಥನೆಗೆ ಒಲಿದು ಕಿವಿಯ ಮೂಲಕ ಹೊರಬಿಡುತ್ತಾನೆ. ಹೀಗಾಗಿ ಗಂಗೆಗೆ ಜಾಹ್ನವಿ ಎಂಬ ಹೆಸರು ಬಂತು. ನಂತರ ಗಂಗೆಯು ಪಾತಾಳ ಲೋಕದಲ್ಲಿದ್ದ ಸಗರ ಪುತ್ರರ ಭಸ್ಮದ ಮೇಲೆ ಹರಿದು ಅವರಿಗೆ ಸದ್ಗತಿ ದೊರಕಿಸುತ್ತಾಳೆ. ಭಗೀರಥನ ಪ್ರಯತ್ನದಿಂದ ಧರೆಗೆ ಬಂದ ಕಾರಣ ಗಂಗೆಗೆ ಭಾಗೀರಥಿ ಎಂಬ ಹೆಸರು ಬಂತು. ಇಂದಿಗೂ ಕಠಿಣ ಪರಿಶ್ರಮಕ್ಕೆ ಭಗೀರಥ ಪ್ರಯತ್ನ ಎಂದು ಕರೆಯುತ್ತಾರೆ. ಇದೇ ಭಗೀರಥರ ಜೀವನದ ಆದರ್ಶ. xyxy=(478,392,698,517)
pakistan-col3: ಜಿಲ್ಲೆಯಲ್ಲಿ ಅಕ್ರಮ ಪಾಕಿಸ್ತಾನಿ ನುಸುಳುಕೋರರನ್ನು ಕೂಡಲೇ ಪತ್ತೆಹಚ್ಚಿ ಗಡಿಪಾರು ಮಾಡಬೇಕು ಎಂದು ಆಗ್ರಹಿಸಿದರು. ಈ ಸಂದರ್ಭದಲ್ಲಿ ಬಿಜೆಪಿ ಜಿಲ್ಲಾಧ್ಯಕ್ಷರು, ಪ್ರಧಾನ ಕಾರ್ಯದರ್ಶಿಗಳು, ಪದಾಧಿಕಾರಿಗಳು, ಕಾರ್ಯಕರ್ತರು ಉಪಸ್ಥಿತರಿದ್ದರು. xyxy=(648,1370,917,1386)
sugar-headline-1: ಸಕ್ಕರೆ ಕಾರ್ಖಾನೆಗಳಿಗೆ ಹಣಕಾಸು xyxy=(77,111,189,124)
bjp-delegation-icon xyxy=(649,1268,917,1365)
survey-group-icon xyxy=(713,997,917,1096)
page-header xyxy=(22,29,917,53)
pakistan-col1: ಗದಗ ಮೇ.05 :- ಕಾಶ್ಮೀರ ಪಹಲ್ಗಾಮದಲ್ಲಿ ನಡೆದ ಉಗ್ರರ ದಾಳಿಯನ್ನು ಖಂಡಿಸಿ, ಕೇಂದ್ರ ಸರ್ಕಾರ ಪಾಕಿಸ್ತಾನದ ಪ್ರಜೆಗಳು ಭಾರತ ಬಿಟ್ಟು ತೆರಳುವಂತೆ ಸೂಚಿಸಿದ್ದು, ಜಿಲ್ಲೆಯಲ್ಲಿ ಅಕ್ರಮವಾಗಿ ನೆಲೆಸಿರುವ ಪಾಕಿಸ್ತಾನಿ ನುಸುಳುಕೋರರನ್ನು ಗುರುತಿಸಿ ತಕ್ಷಣ ಗಡಿಪಾರು ಮಾಡಬೇಕು ಎಂದು ಜಿಲ್ಲಾ ಬಿಜೆಪಿ ಘಟಕದ ಪದಾಧಿಕಾರಿಗಳು ಜಿಲ್ಲಾಧಿಕಾರಿಗಳ ಮೂಲಕ ಕೇಂದ್ರ ಗೃಹ ಸಚಿವರಿಗೆ ಮನವಿ ಸಲ್ಲಿಸಿದರು. ದೇಶದ ಭದ್ರತೆಗೆ ಧಕ್ಕೆ ತರುವ ಶಕ್ತಿಗಳನ್ನು ಹತ್ತಿಕ್ಕಬೇಕು. ಅಕ್ರಮ ವಲಸಿಗರನ್ನು ಪತ್ತೆಹಚ್ಚಲು ವಿಶೇಷ ಕಾರ್ಯಾಚರಣೆ ನಡೆಸಬೇಕು. xyxy=(250,1298,445,1348)
person-icon xyxy=(746,613,787,682)
gurunath-col1: ವಿಜಯಪುರ ಮೇ.04 :- ಶ್ರೀ ಭಗೀರಥರು ತಮ್ಮ ಕಠಿಣ ತಪ್ಪಸ್ಸಿನ ಮೂಲಕ ಗಂಗೆಯನ್ನು ಧರೆಗೆ ಇಳಿಸಿದ ಅವರ ಕಠಿಣ ಶ್ರಮ ಹಾಗೂ ದೃಢ ಸಂಕಲ್ಪದ ಮೂಲಕ ಕಠಿಣ ಕಾರ್ಯ, ಸವಾಲುಗಳನ್ನು ಎದುರಿಸುವ ಛಲ ಹಾಗೂ ದೃಢ ಸಂಕಲ್ಪದ ಜೀವನಾದರ್ಶವು ಇಂದಿನ ಮಾನವ ಜನಾಂಗಕ್ಕೆ ಪ್ರೇರಣಾದಾಯಕವಾಗಿದೆ ಎಂದು ವಿಜಯಪುರ ಜಿಲ್ಲಾ ಪಂಚಾಯತ್ ಮುಖ್ಯ ಯೋಜನಾಧಿಕಾರಿ ಗುರುನಾಥ ದಡ್ಡೆ ಹೇಳಿದರು. ಜಿಲ್ಲಾಡಳಿತ, ಜಿಲ್ಲಾ ಪಂಚಾಯತ್ ಹಾಗೂ ಕನ್ನಡ ಮತ್ತು ಸಂಸ್ಕೃತಿ ಇಲಾಖೆ ಇವರ ಸಹಯೋಗದಲ್ಲಿ ಭಾನುವಾರ ನಗರದ ಕಂದಗಲ್ ಶ್ರೀ ಹಣಮಂತರಾಯ ರಂಗಮಂದಿರದಲ್ಲಿ ಹಮ್ಮಿಕೊಳ್ಳಲಾಗಿದ್ದ ಶ್ರೀ ಭಗೀರಥ ಜಯಂತಿ ಕಾರ್ಯಕ್ರಮಕ್ಕೆ ಚಾಲನೆ ನೀಡಿ ಅವರು ಮಾತನಾಡಿದರು. ಗುರು ಸಾಧನೆಯಲ್ಲಿ ಛಲ ಬಿಡದ ಆತನಿಗಳನ್ನೂ ಹಿಂಬಾಲಿಸಿ, ದೃಢ ಸಂಕಲ್ಪದ ಮೂಲಕ ಕಠಿಣ ಪರಿಶ್ರಮ ಪಡೆಯುವ ಮೂಲಕ ಗುರಿ ಸಾಧಿಸಬಹುದು ಎಂದು ಶ್ರೀ ಭಗೀರಥರ ಜೀವನ ತತ್ವದರ್ಶ, ಅವರ ಜೀವನ ಚರಿತ್ರೆ ಎಲ್ಲರೂ ತಿಳಿದುಕೊಳ್ಳಬೇಕು. xyxy=(250,736,418,828)
oxford-headline-1: ಆಕ್ಸ್‌ಫರ್ಡ್ ಆಂಗ್ಲ ಮಾಧ್ಯಮ ಪ್ರೌಢಶಾಲೆಗೆ ಪ್ರಥಮ xyxy=(55,1032,215,1043)
header-date-kannada: ಮಂಗಳವಾರ ೦೬-೦೫-೨೦೨೫ xyxy=(84,31,152,39)
